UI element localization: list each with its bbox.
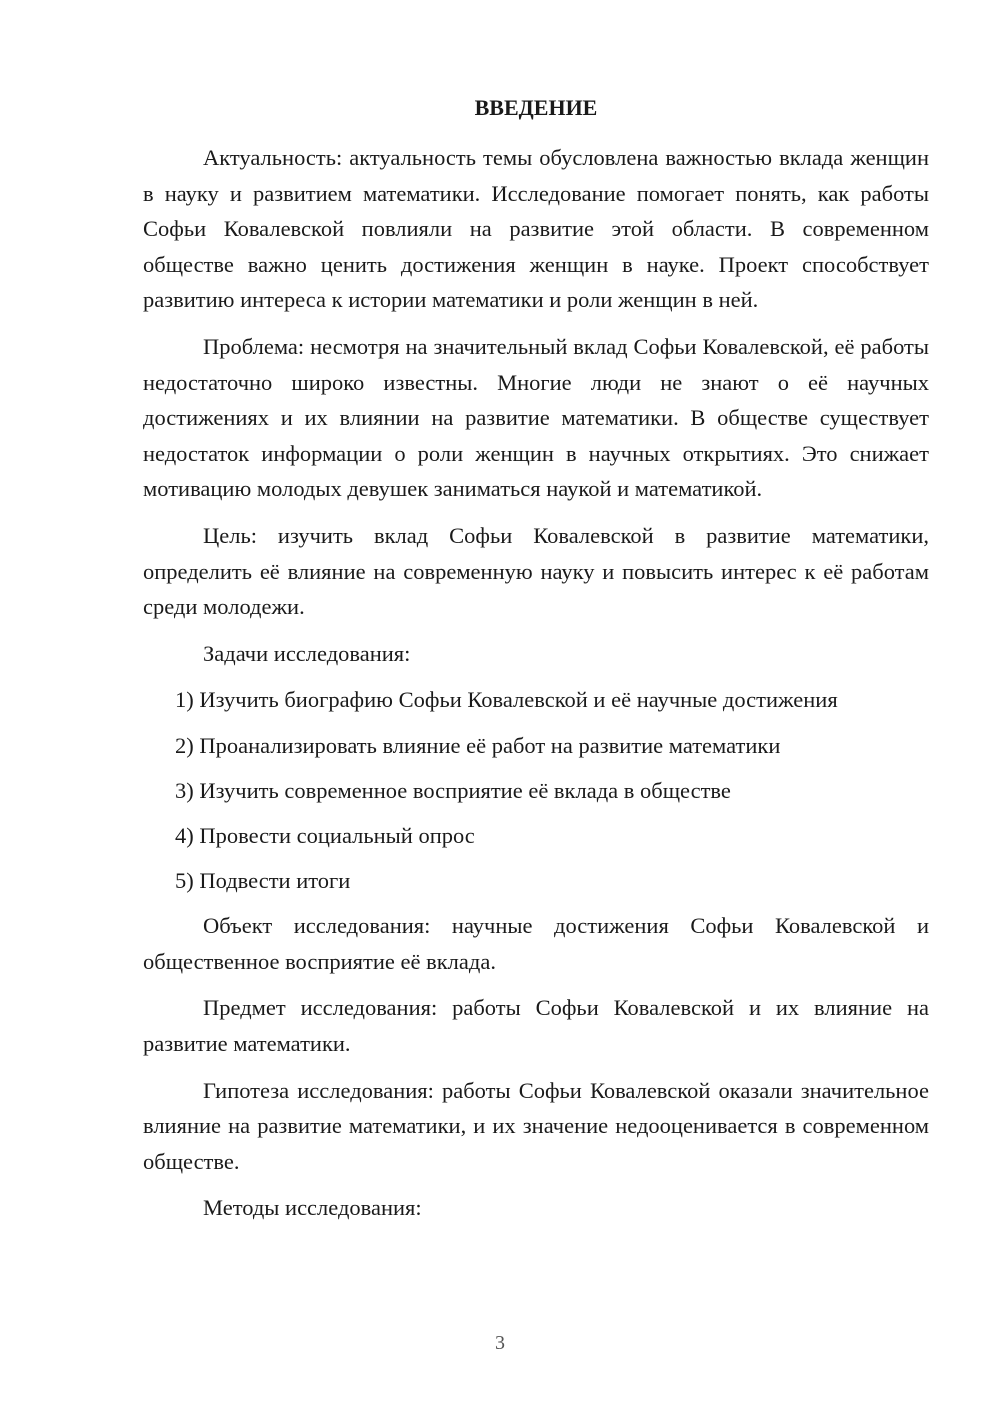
task-item-4: 4) Провести социальный опрос (175, 822, 475, 848)
tasks-list (143, 682, 929, 898)
hypothesis-paragraph: Гипотеза исследования: работы Софьи Ковалевской оказали значительное влияние на развитие математики, и их значение недооценивается в современном обществе. (143, 1077, 929, 1174)
task-item-3: 3) Изучить современное восприятие её вклада в обществе (175, 777, 731, 803)
task-item-2: 2) Проанализировать влияние её работ на развитие математики (175, 732, 781, 758)
task-item-1: 1) Изучить биографию Софьи Ковалевской и её научные достижения (175, 687, 838, 713)
tasks-heading: Задачи исследования: (203, 640, 411, 666)
relevance-paragraph: Актуальность: актуальность темы обусловлена важностью вклада женщин в науку и развитием математики. Исследование помогает понять, как работы Софьи Ковалевской повлияли на развитие этой области. В современном обществе важно ценить достижения женщин в науке. Проект способствует развитию интереса к истории математики и роли женщин в ней. (143, 145, 929, 313)
page-title: ВВЕДЕНИЕ (474, 95, 598, 120)
problem-paragraph: Проблема: несмотря на значительный вклад Софьи Ковалевской, её работы недостаточно широко известны. Многие люди не знают о её научных достижениях и их влиянии на развитие математики. В обществе существует недостаток информации о роли женщин в научных открытиях. Это снижает мотивацию молодых девушек заниматься наукой и математикой. (143, 333, 929, 502)
document-page (143, 90, 929, 1237)
task-item-5: 5) Подвести итоги (175, 868, 351, 894)
methods-heading: Методы исследования: (203, 1195, 422, 1221)
goal-paragraph: Цель: изучить вклад Софьи Ковалевской в развитие математики, определить её влияние на современную науку и повысить интерес к её работам среди молодежи. (143, 522, 929, 620)
page-number: 3 (495, 1332, 505, 1354)
subject-paragraph: Предмет исследования: работы Софьи Ковалевской и их влияние на развитие математики. (143, 995, 929, 1057)
object-paragraph: Объект исследования: научные достижения Софьи Ковалевской и общественное восприятие её вклада. (143, 913, 929, 974)
